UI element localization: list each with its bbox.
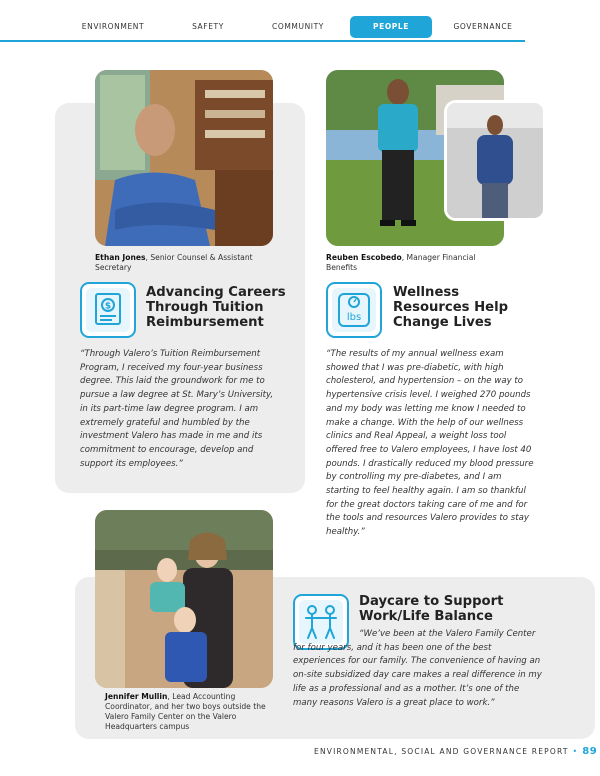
daycare-quote: “We’ve been at the Valero Family Center for four years, and it has been one of the best experiences for our family. The convenience of having an on-site subsidized day care makes a real difference in my life as a professional and as a mother. It’s one of the many reasons Valero is a great place to work.” bbox=[293, 629, 542, 708]
wellness-icon-box bbox=[326, 282, 382, 338]
wellness-heading: Wellness Resources Help Change Lives bbox=[393, 285, 509, 330]
page-number: 89 bbox=[582, 746, 598, 757]
jennifer-mullin-caption: Jennifer Mullin, Lead Accounting Coordinator, and her two boys outside the Valero Family Center on the Valero Headquarters campus bbox=[105, 692, 266, 731]
nav-item-environment[interactable]: ENVIRONMENT bbox=[81, 22, 145, 31]
ethan-jones-caption: Ethan Jones, Senior Counsel & Assistant Secretary bbox=[95, 253, 253, 272]
reuben-before-photo bbox=[444, 100, 546, 221]
reuben-escobedo-caption: Reuben Escobedo, Manager Financial Benefits bbox=[326, 253, 476, 272]
jennifer-mullin-photo bbox=[95, 510, 273, 688]
daycare-heading: Daycare to Support Work/Life Balance bbox=[359, 594, 504, 624]
svg-text:lbs: lbs bbox=[346, 312, 362, 323]
tuition-heading: Advancing Careers Through Tuition Reimbursement bbox=[146, 285, 286, 330]
tuition-icon-box bbox=[80, 282, 136, 338]
page-footer bbox=[314, 746, 597, 757]
diploma-certificate-icon bbox=[86, 288, 130, 332]
nav-divider bbox=[0, 40, 525, 42]
svg-text:$: $ bbox=[104, 301, 112, 312]
scale-lbs-icon bbox=[332, 288, 376, 332]
nav-item-safety[interactable]: SAFETY bbox=[192, 22, 224, 31]
wellness-quote: “The results of my annual wellness exam showed that I was pre-diabetic, with high cholesterol, and hypertension – on the way to hypertensive crisis level. I weighed 270 pounds and my body was letting me know I needed to make a change. With the help of our wellness clinics and Real Appeal, a weight loss tool offered free to Valero employees, I have lost 40 pounds. I drastically reduced my blood pressure by controlling my pre-diabetes, and I am starting to feel healthy again. I am so thankful for the great doctors taking care of me and for the tools and resources Valero provides to stay healthy.” bbox=[326, 349, 534, 538]
ethan-jones-photo bbox=[95, 70, 273, 246]
section-nav bbox=[58, 16, 528, 38]
nav-item-governance[interactable]: GOVERNANCE bbox=[453, 22, 513, 31]
nav-item-people[interactable]: PEOPLE bbox=[350, 16, 432, 38]
report-title: ENVIRONMENTAL, SOCIAL AND GOVERNANCE REPORT bbox=[314, 747, 569, 756]
nav-item-community[interactable]: COMMUNITY bbox=[272, 22, 324, 31]
tuition-quote: “Through Valero’s Tuition Reimbursement Program, I received my four-year business degree. This laid the groundwork for me to pursue a law degree at St. Mary’s University, in its part-time law degree program. I am extremely grateful and humbled by the investment Valero has made in me and its commitment to encourage, develop and support its employees.” bbox=[80, 349, 274, 469]
footer-separator: • bbox=[572, 747, 579, 756]
